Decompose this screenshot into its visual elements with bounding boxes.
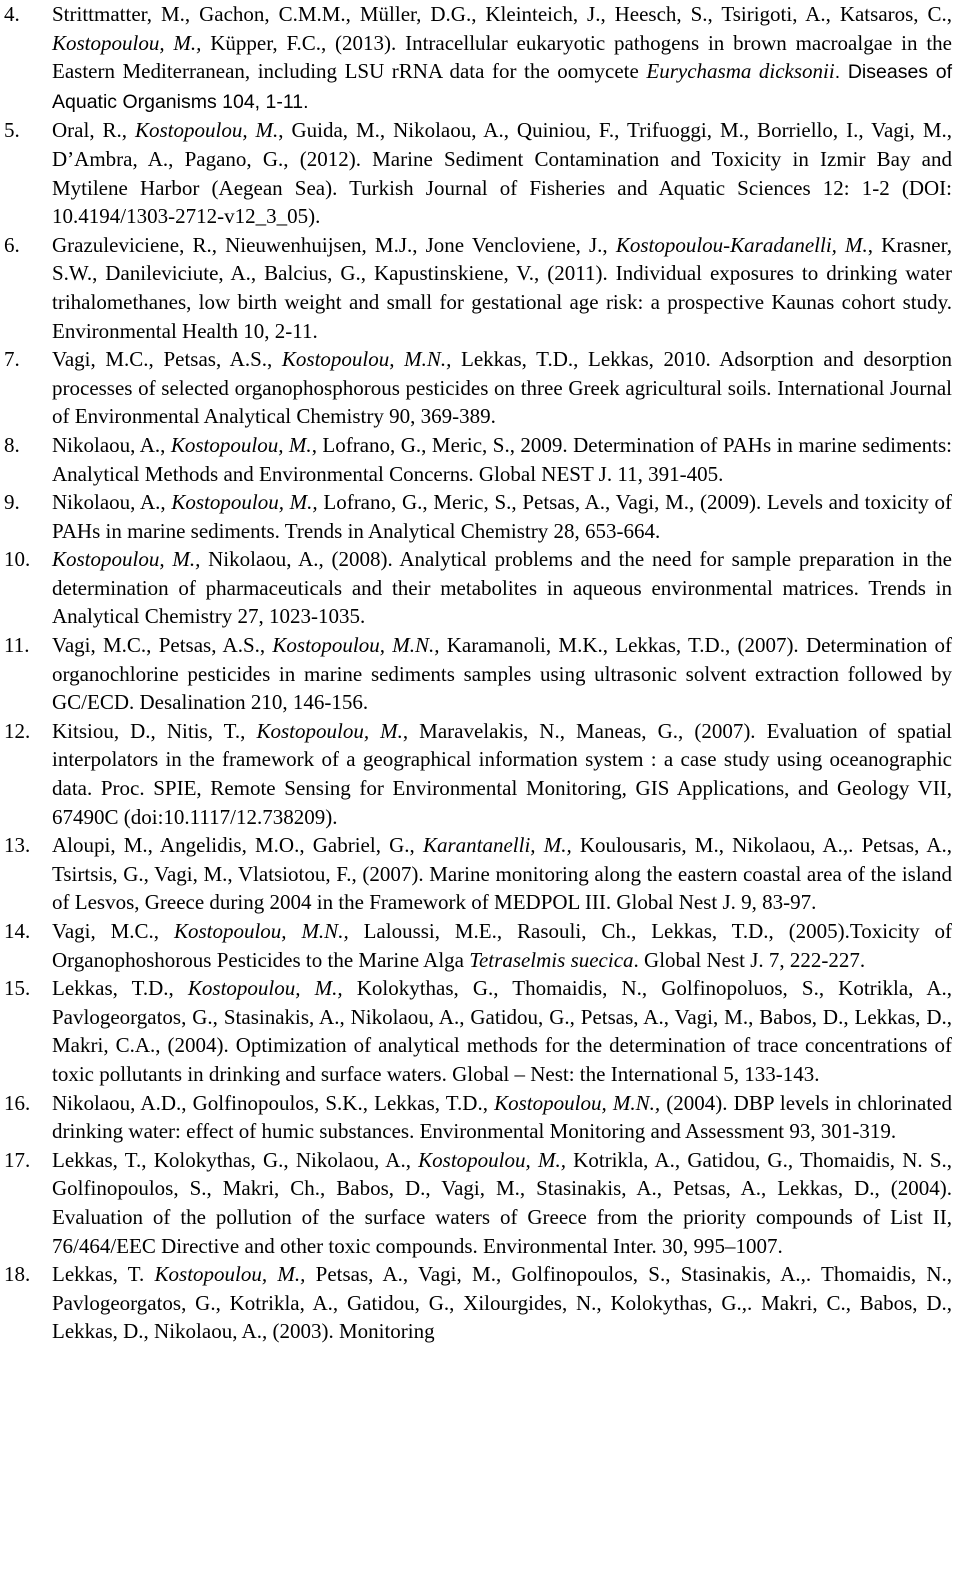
reference-number: 6. [4,232,20,257]
reference-text-segment: Vagi, M.C., Petsas, A.S., [52,347,282,372]
reference-item [4,917,952,974]
reference-italic-segment: Kostopoulou, M., [171,490,318,515]
reference-number: 5. [4,118,20,143]
reference-italic-segment: Eurychasma dicksonii [646,59,835,84]
reference-text [52,1146,952,1260]
reference-text-segment: Lekkas, T. [52,1262,155,1287]
reference-number: 16. [4,1090,31,1115]
reference-text-segment: Laloussi, M.E., Rasouli, Ch., Lekkas, T.D., (2005).Toxicity of Organophoshorous Pesticides to the Marine Alga [52,919,952,972]
reference-italic-segment: Kostopoulou, M.N., [272,633,440,658]
reference-text-segment: Aloupi, M., Angelidis, M.O., Gabriel, G., [52,833,423,858]
reference-text-segment: Nikolaou, A.D., Golfinopoulos, S.K., Lekkas, T.D., [52,1090,495,1115]
reference-italic-segment: Kostopoulou, M., [154,1262,306,1287]
reference-text [52,345,952,431]
reference-item [4,1260,952,1346]
reference-item [4,0,952,116]
reference-item [4,116,952,230]
reference-number: 11. [4,633,30,658]
reference-text-segment: (2004). DBP levels in chlorinated drinking water: effect of humic substances. Environmental Monitoring and Assessment 93, 301-319. [52,1090,952,1144]
reference-number: 7. [4,347,20,372]
reference-text-segment: Koulousaris, M., Nikolaou, A.,. Petsas, A., Tsirtsis, G., Vagi, M., Vlatsiotou, F., (2007). Marine monitoring along the eastern coastal area of the island of Lesvos, Greece during 2004 in the Framework of MEDPOL III. Global Nest J. 9, 83-97. [52,833,952,915]
reference-item [4,1146,952,1260]
reference-text-segment: Kitsiou, D., Nitis, T., [52,718,257,743]
reference-text [52,974,952,1088]
reference-italic-segment: Kostopoulou, M., [52,30,202,55]
reference-text-segment: Kotrikla, A., Gatidou, G., Thomaidis, N. S., Golfinopoulos, S., Makri, Ch., Babos, D., Vagi, M., Stasinakis, A., Petsas, A., Lekkas, D., (2004). Evaluation of the pollution of the surface waters of Greece from the priority compounds of List II, 76/464/EEC Directive and other toxic compounds. Environmental Inter. 30, 995–1007. [52,1147,952,1258]
reference-text-segment: Küpper, F.C., (2013). Intracellular eukaryotic pathogens in brown macroalgae in the Eastern Mediterranean, including LSU rRNA data for the oomycete [52,30,952,84]
reference-text [52,231,952,345]
reference-item [4,345,952,431]
reference-text-segment: Karamanoli, M.K., Lekkas, T.D., (2007). Determination of organochlorine pesticides in marine sediments samples using ultrasonic solvent extraction followed by GC/ECD. Desalination 210, 146-156. [52,633,952,715]
reference-number: 9. [4,490,20,515]
reference-text-segment: Oral, R., [52,118,135,143]
reference-italic-segment: Kostopoulou, M.N., [281,347,452,372]
reference-number: 15. [4,976,31,1001]
reference-text-segment: Petsas, A., Vagi, M., Golfinopoulos, S., Stasinakis, A.,. Thomaidis, N., Pavlogeorgatos, G., Kotrikla, A., Gatidou, G., Xilourgides, N., Kolokythas, G.,. Makri, C., Babos, D., Lekkas, D., Nikolaou, A., (2003). Monitoring [52,1262,953,1344]
reference-number: 14. [4,919,31,943]
reference-text-segment: Kolokythas, G., Thomaidis, N., Golfinopoluos, S., Kotrikla, A., Pavlogeorgatos, G., Stasinakis, A., Nikolaou, A., Gatidou, G., Petsas, A., Vagi, M., Babos, D., Lekkas, D., Makri, C.A., (2004). Optimization of analytical methods for the determination of trace concentrations of toxic pollutants in drinking and surface waters. Global – Nest: the International 5, 133-143. [52,976,953,1086]
reference-item [4,974,952,1088]
reference-italic-segment: Kostopoulou, M., [187,976,343,1001]
reference-text-segment: . Diseases of Aquatic Organisms 104, 1-11. [52,61,953,113]
reference-number: 4. [4,2,20,26]
reference-text [52,917,952,974]
reference-text [52,631,952,717]
reference-text-segment: Vagi, M.C., [52,919,174,943]
reference-item [4,631,952,717]
reference-text-segment: Nikolaou, A., (2008). Analytical problems and the need for sample preparation in the determination of pharmaceuticals and their metabolites in aqueous environmental matrices. Trends in Analytical Chemistry 27, 1023-1035. [52,547,953,629]
reference-italic-segment: Kostopoulou, M. [256,718,403,743]
reference-text-segment: , Guida, M., Nikolaou, A., Quiniou, F., Trifuoggi, M., Borriello, I., Vagi, M., D’Ambra, A., Pagano, G., (2012). Marine Sediment Contamination and Toxicity in Izmir Bay and Mytilene Harbor (Aegean Sea). Turkish Journal of Fisheries and Aquatic Sciences 12: 1-2 (DOI: 10.4194/1303-2712-v12_3_05). [52,118,952,229]
reference-text [52,116,952,230]
reference-text-segment: Vagi, M.C., Petsas, A.S., [52,633,273,658]
reference-text-segment: Lekkas, T.D., [52,976,188,1001]
reference-item [4,231,952,345]
reference-item [4,545,952,631]
reference-text-segment: , Lofrano, G., Meric, S., 2009. Determination of PAHs in marine sediments: Analytical Methods and Environmental Concerns. Global NEST J. 11, 391-405. [52,432,953,486]
reference-text-segment: Strittmatter, M., Gachon, C.M.M., Müller, D.G., Kleinteich, J., Heesch, S., Tsirigoti, A., Katsaros, C., [52,2,952,26]
reference-item [4,717,952,831]
reference-text-segment: Lofrano, G., Meric, S., Petsas, A., Vagi, M., (2009). Levels and toxicity of PAHs in marine sediments. Trends in Analytical Chemistry 28, 653-664. [52,490,952,543]
reference-text [52,1260,952,1346]
reference-italic-segment: Kostopoulou, M. [134,118,279,143]
reference-item [4,488,952,545]
reference-number: 10. [4,547,31,572]
reference-text [52,488,952,545]
reference-item [4,1089,952,1146]
reference-text-segment: Lekkas, T., Kolokythas, G., Nikolaou, A., [52,1147,419,1172]
reference-number: 8. [4,432,20,457]
reference-text [52,1089,952,1146]
reference-text-segment: , Maravelakis, N., Maneas, G., (2007). Evaluation of spatial interpolators in the framework of a geographical information system : a case study using oceanographic data. Proc. SPIE, Remote Sensing for Environmental Monitoring, GIS Applications, and Geology VII, 67490C (doi:10.1117/12.738209). [52,718,953,829]
reference-number: 18. [4,1262,31,1287]
reference-text [52,431,952,488]
reference-number: 13. [4,833,31,858]
reference-text-segment: Nikolaou, A., [52,432,171,457]
reference-italic-segment: Kostopoulou, M. [170,432,312,457]
reference-text-segment: , Krasner, S.W., Danileviciute, A., Balcius, G., Kapustinskiene, V., (2011). Individual exposures to drinking water trihalomethanes, low birth weight and small for gestational age risk: a prospective Kaunas cohort study. Environmental Health 10, 2-11. [52,232,953,343]
reference-italic-segment: Tetraselmis suecica [469,947,634,972]
reference-number: 12. [4,718,31,743]
reference-item [4,831,952,917]
reference-text-segment: . Global Nest J. 7, 222-227. [633,947,866,972]
reference-italic-segment: Karantanelli, M., [422,833,572,858]
reference-list [4,0,952,1346]
reference-text [52,545,952,631]
reference-italic-segment: Kostopoulou, M., [418,1147,566,1172]
reference-italic-segment: Kostopoulou-Karadanelli, M. [615,232,868,257]
reference-italic-segment: Kostopoulou, M., [52,547,201,572]
reference-text [52,0,952,116]
reference-text-segment: Grazuleviciene, R., Nieuwenhuijsen, M.J., Jone Vencloviene, J., [52,232,616,257]
reference-text-segment: Lekkas, T.D., Lekkas, 2010. Adsorption and desorption processes of selected organophosphorous pesticides on three Greek agricultural soils. International Journal of Environmental Analytical Chemistry 90, 369-389. [52,347,952,429]
reference-italic-segment: Kostopoulou, M.N., [494,1090,661,1115]
reference-item [4,431,952,488]
reference-text-segment: Nikolaou, A., [52,490,172,515]
reference-italic-segment: Kostopoulou, M.N., [173,919,349,943]
reference-text [52,831,952,917]
reference-text [52,717,952,831]
reference-number: 17. [4,1147,31,1172]
